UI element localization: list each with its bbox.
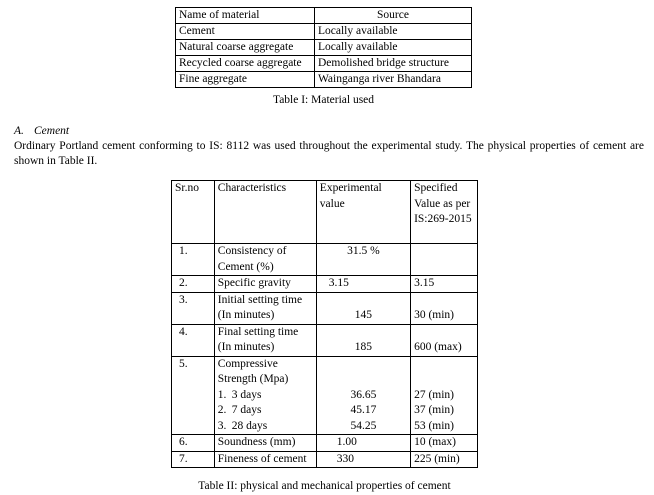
table-cell: Specific gravity xyxy=(214,276,316,293)
sub-item-label: 3 days xyxy=(231,388,262,401)
sub-spec-value: 53 (min) xyxy=(414,419,454,432)
table-header-row xyxy=(172,181,478,244)
table-cell: 10 (max) xyxy=(411,435,478,452)
table-cell: 7. xyxy=(172,451,215,468)
table-row xyxy=(172,244,478,276)
table-cell: Fineness of cement xyxy=(214,451,316,468)
table-cell: 330 xyxy=(316,451,410,468)
sub-item-number: 1. xyxy=(217,388,227,401)
table-row xyxy=(172,292,478,324)
table-cell: 4. xyxy=(172,324,215,356)
table-cell: 30 (min) xyxy=(411,292,478,324)
section-letter: A. xyxy=(14,125,24,137)
table-cell: 3.15 xyxy=(316,276,410,293)
sub-spec-value: 37 (min) xyxy=(414,404,454,416)
header-cell: Specified Value as per IS:269-2015 xyxy=(411,181,478,244)
table-row xyxy=(172,324,478,356)
table-cell: Consistency of Cement (%) xyxy=(214,244,316,276)
table-row xyxy=(172,356,478,435)
table-cell: 1. xyxy=(172,244,215,276)
header-cell: Name of material xyxy=(176,8,315,24)
table-row xyxy=(176,72,472,88)
body-paragraph: Ordinary Portland cement conforming to IS: 8112 was used throughout the experimental study. The physical properties of cement are shown in Table II. xyxy=(14,140,644,167)
table-row xyxy=(172,435,478,452)
table-cell: Recycled coarse aggregate xyxy=(176,56,315,72)
material-table xyxy=(175,7,472,88)
sub-item xyxy=(218,419,313,435)
table-cell: 3.15 xyxy=(411,276,478,293)
table-cell: Final setting time (In minutes) xyxy=(214,324,316,356)
table-caption: Table I: Material used xyxy=(272,94,375,106)
table-cell: Wainganga river Bhandara xyxy=(315,72,472,88)
table-cell: 145 xyxy=(316,292,410,324)
table-cell: 225 (min) xyxy=(411,451,478,468)
table-cell: Natural coarse aggregate xyxy=(176,40,315,56)
table-cell: Fine aggregate xyxy=(176,72,315,88)
table-row xyxy=(176,24,472,40)
table-cell: 31.5 % xyxy=(316,244,410,276)
table-row xyxy=(176,56,472,72)
sub-item-number: 2. xyxy=(217,404,227,416)
sub-item xyxy=(218,403,313,419)
header-cell: Experimental value xyxy=(316,181,410,244)
table-cell: Soundness (mm) xyxy=(214,435,316,452)
table-cell: Initial setting time (In minutes) xyxy=(214,292,316,324)
table-cell: Locally available xyxy=(315,24,472,40)
table-row xyxy=(176,40,472,56)
sub-exp-value: 36.65 xyxy=(350,388,377,401)
table-cell xyxy=(214,356,316,435)
section-title: Cement xyxy=(34,125,70,137)
properties-table xyxy=(171,180,478,468)
sub-item-label: 28 days xyxy=(231,419,268,432)
table-cell: 6. xyxy=(172,435,215,452)
table-cell: 1.00 xyxy=(316,435,410,452)
table-cell xyxy=(411,356,478,435)
sub-exp-value: 54.25 xyxy=(350,419,377,432)
header-cell: Source xyxy=(315,8,472,24)
sub-spec-value: 27 (min) xyxy=(414,388,454,401)
table-cell: 2. xyxy=(172,276,215,293)
table-caption: Table II: physical and mechanical properties of cement xyxy=(198,480,451,492)
table-row xyxy=(172,276,478,293)
table-row xyxy=(172,451,478,468)
table-cell: Demolished bridge structure xyxy=(315,56,472,72)
sub-item-label: 7 days xyxy=(231,404,262,416)
header-cell: Sr.no xyxy=(172,181,215,244)
sub-item-number: 3. xyxy=(217,419,227,432)
header-cell: Characteristics xyxy=(214,181,316,244)
table-header-row xyxy=(176,8,472,24)
table-cell: 600 (max) xyxy=(411,324,478,356)
table-cell xyxy=(316,356,410,435)
table-cell: 185 xyxy=(316,324,410,356)
table-cell: Cement xyxy=(176,24,315,40)
table-cell: 5. xyxy=(172,356,215,435)
section-heading xyxy=(14,124,69,139)
table-cell: 3. xyxy=(172,292,215,324)
sub-exp-value: 45.17 xyxy=(350,404,377,416)
compressive-label: Compressive Strength (Mpa) xyxy=(217,357,289,385)
table-cell: Locally available xyxy=(315,40,472,56)
table-cell xyxy=(411,244,478,276)
sub-item xyxy=(218,388,313,404)
